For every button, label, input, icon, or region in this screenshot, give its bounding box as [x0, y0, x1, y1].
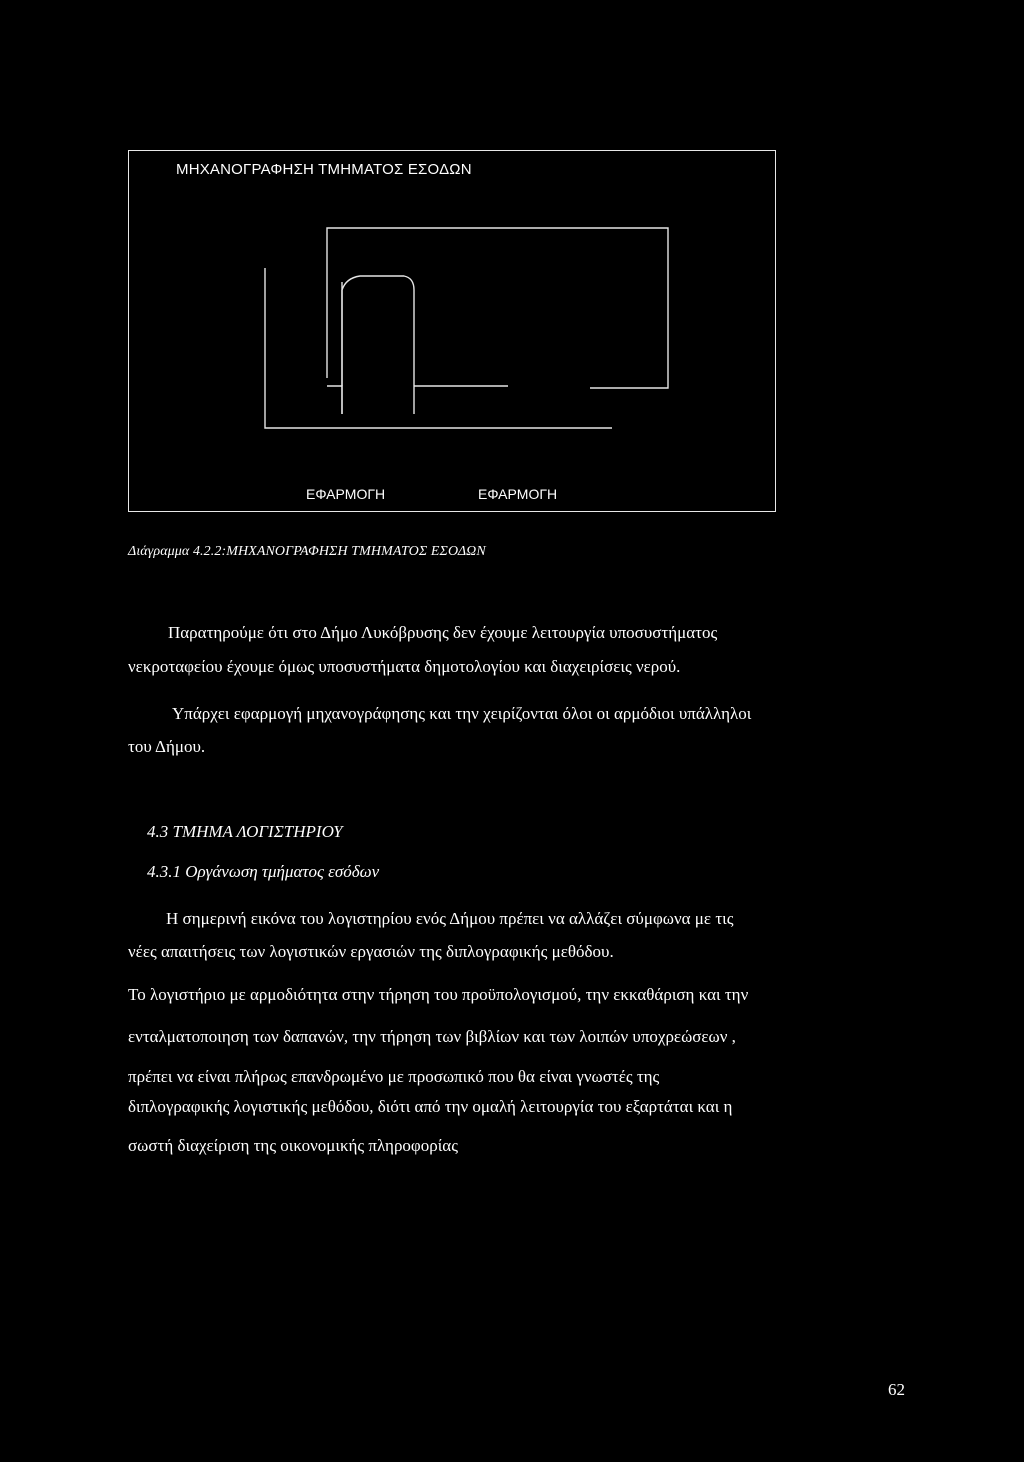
paragraph-line: του Δήμου.	[128, 737, 206, 756]
paragraph-line: σωστή διαχείριση της οικονομικής πληροφορίας	[128, 1136, 458, 1155]
section-heading: 4.3 ΤΜΗΜΑ ΛΟΓΙΣΤΗΡΙΟΥ	[147, 822, 343, 841]
paragraph-line: ενταλματοποιηση των δαπανών, την τήρηση των βιβλίων και των λοιπών υποχρεώσεων ,	[128, 1027, 736, 1046]
top-loop	[327, 228, 668, 388]
diagram-caption: Διάγραμμα 4.2.2:ΜΗΧΑΝΟΓΡΑΦΗΣΗ ΤΜΗΜΑΤΟΣ ΕΣΟΔΩΝ	[128, 544, 486, 559]
subsection-heading: 4.3.1 Οργάνωση τμήματος εσόδων	[147, 862, 380, 881]
paragraph-line: νέες απαιτήσεις των λογιστικών εργασιών της διπλογραφικής μεθόδου.	[128, 942, 614, 961]
diagram-title: ΜΗΧΑΝΟΓΡΑΦΗΣΗ ΤΜΗΜΑΤΟΣ ΕΣΟΔΩΝ	[176, 161, 472, 178]
paragraph-line: νεκροταφείου έχουμε όμως υποσυστήματα δημοτολογίου και διαχειρίσεις νερού.	[128, 657, 681, 676]
inner-pillar	[342, 276, 414, 414]
paragraph-line: διπλογραφικής λογιστικής μεθόδου, διότι από την ομαλή λειτουργία του εξαρτάται και η	[128, 1097, 733, 1116]
page-number: 62	[888, 1380, 905, 1399]
paragraph-line: Υπάρχει εφαρμογή μηχανογράφησης και την χειρίζονται όλοι οι αρμόδιοι υπάλληλοι	[172, 704, 752, 723]
app-label-left: ΕΦΑΡΜΟΓΗ	[306, 486, 386, 502]
outer-loop	[265, 268, 612, 428]
paragraph-line: Παρατηρούμε ότι στο Δήμο Λυκόβρυσης δεν έχουμε λειτουργία υποσυστήματος	[168, 623, 718, 642]
left-branch	[327, 386, 342, 414]
paragraph-line: Το λογιστήριο με αρμοδιότητα στην τήρηση του προϋπολογισμού, την εκκαθάριση και την	[128, 985, 749, 1004]
paragraph-line: πρέπει να είναι πλήρως επανδρωμένο με προσωπικό που θα είναι γνωστές της	[128, 1067, 660, 1086]
diagram-connectors	[128, 150, 776, 512]
paragraph-line: Η σημερινή εικόνα του λογιστηρίου ενός Δήμου πρέπει να αλλάζει σύμφωνα με τις	[166, 909, 734, 928]
app-label-right: ΕΦΑΡΜΟΓΗ	[478, 486, 558, 502]
